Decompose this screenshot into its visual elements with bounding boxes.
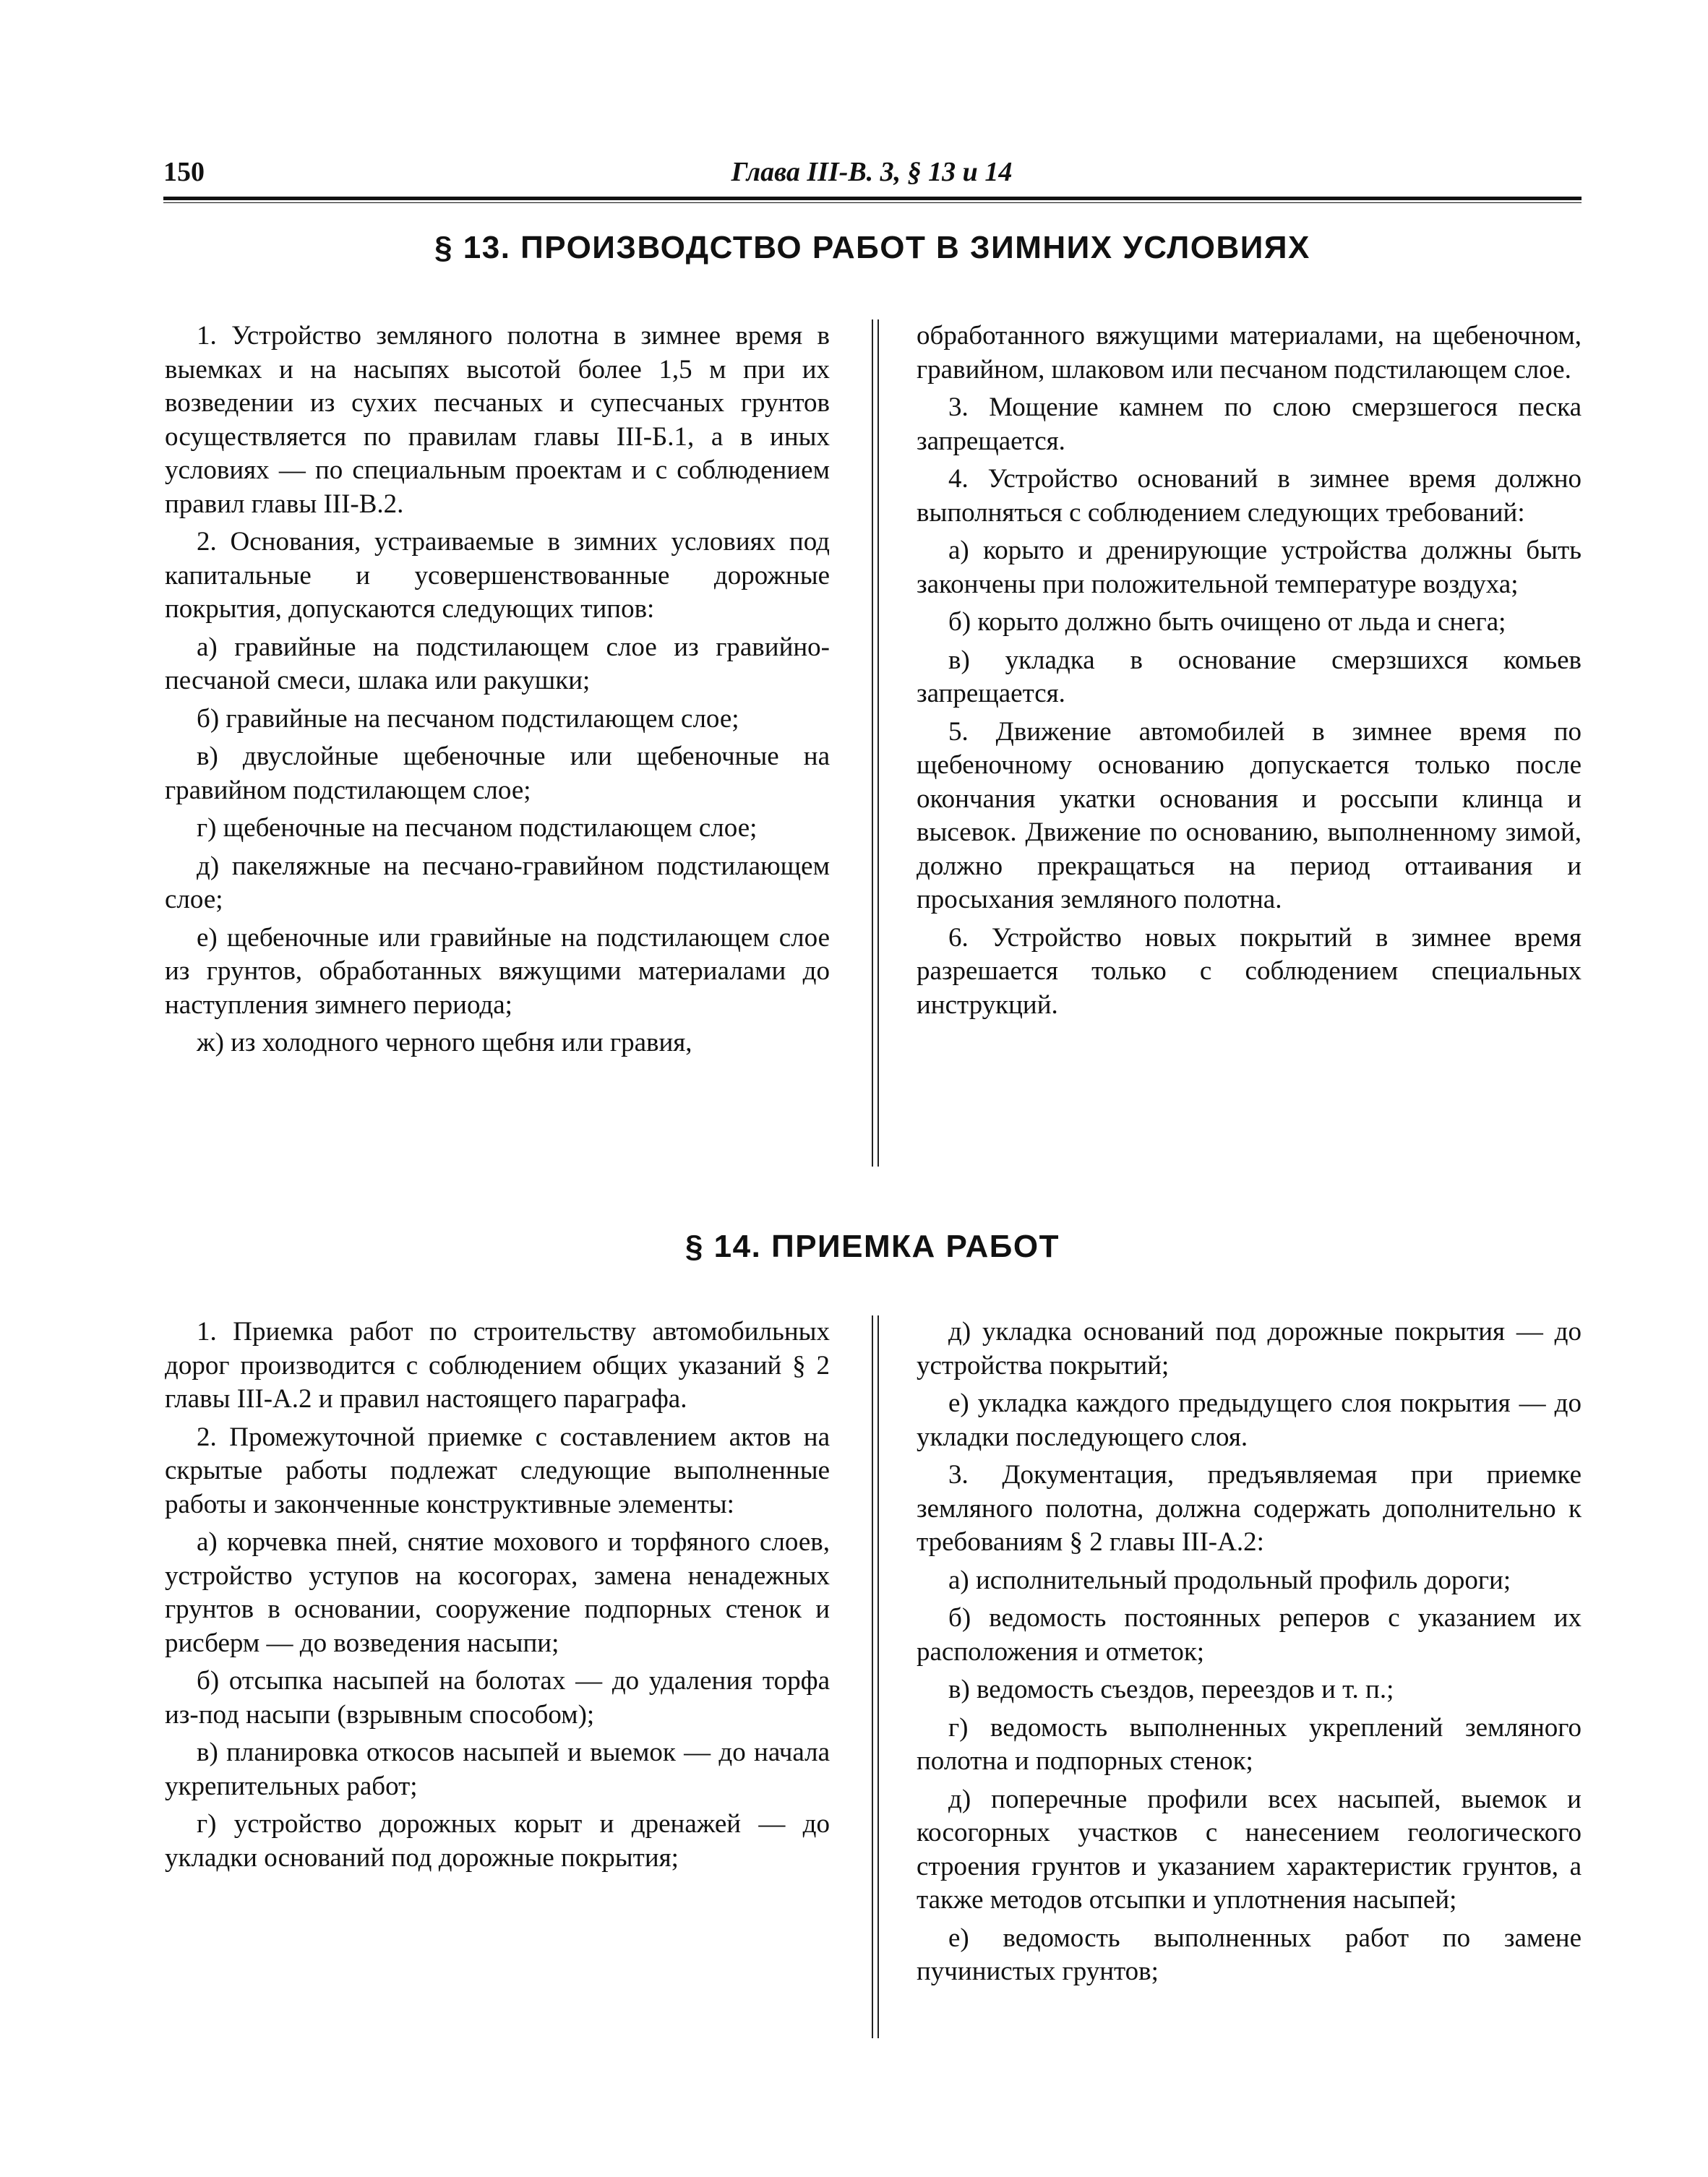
running-head (163, 153, 1580, 197)
list-item: а) корчевка пней, снятие мохового и торфяного слоев, устройство уступов на косогорах, замена ненадежных грунтов в основании, сооружение подпорных стенок и рисберм — до возведения насыпи; (165, 1527, 830, 1658)
list-item: в) двуслойные щебеночные или щебеночные на гравийном подстилающем слое; (165, 742, 830, 805)
list-item: д) поперечные профили всех насыпей, выемок и косогорных участков с нанесением геологического строения грунтов и указанием характеристик грунтов, а также методов отсыпки и уплотнения насыпей; (917, 1784, 1582, 1915)
list-item: а) корыто и дренирующие устройства должны быть закончены при положительной температуре воздуха; (917, 536, 1582, 599)
paragraph: 3. Документация, предъявляемая при приемке земляного полотна, должна содержать дополнительно к требованиям § 2 главы III-А.2: (917, 1460, 1582, 1557)
paragraph: 1. Приемка работ по строительству автомобильных дорог производится с соблюдением общих указаний § 2 главы III-А.2 и правил настоящего параграфа. (165, 1317, 830, 1414)
paragraph: 1. Устройство земляного полотна в зимнее время в выемках и на насыпях высотой более 1,5 м при их возведении из сухих песчаных и супесчаных грунтов осуществляется по правилам главы III-Б.1, а в иных условиях — по специальным проектам и с соблюдением правил главы III-В.2. (165, 321, 830, 519)
list-item: в) ведомость съездов, переездов и т. п.; (948, 1675, 1394, 1704)
list-item: е) щебеночные или гравийные на подстилающем слое из грунтов, обработанных вяжущими материалами до наступления зимнего периода; (165, 922, 830, 1020)
list-item: б) гравийные на песчаном подстилающем слое; (197, 703, 739, 734)
section-13-title: § 13. ПРОИЗВОДСТВО РАБОТ В ЗИМНИХ УСЛОВИЯХ (434, 230, 1310, 265)
list-item: е) ведомость выполненных работ по замене пучинистых грунтов; (917, 1923, 1582, 1986)
column-divider (872, 1315, 879, 2038)
list-item: д) укладка оснований под дорожные покрытия — до устройства покрытий; (917, 1317, 1582, 1381)
list-item: ж) из холодного черного щебня или гравия, (197, 1028, 692, 1057)
list-item: а) исполнительный продольный профиль дороги; (948, 1565, 1511, 1595)
list-item: в) планировка откосов насыпей и выемок — до начала укрепительных работ; (165, 1738, 830, 1801)
paragraph: 5. Движение автомобилей в зимнее время по щебеночному основанию допускается только после окончания укатки основания и россыпи клинца и высевок. Движение по основанию, выполненному зимой, должно прекращаться на период оттаивания и просыхания земляного полотна. (917, 716, 1582, 914)
paragraph: 2. Основания, устраиваемые в зимних условиях под капитальные и усовершенствованные дорожные покрытия, допускаются следующих типов: (165, 527, 830, 624)
list-item: г) устройство дорожных корыт и дренажей — до укладки оснований под дорожные покрытия; (165, 1809, 830, 1873)
list-item: в) укладка в основание смерзшихся комьев запрещается. (917, 645, 1582, 708)
paragraph: 3. Мощение камнем по слою смерзшегося песка запрещается. (917, 392, 1582, 456)
section-14-title: § 14. ПРИЕМКА РАБОТ (685, 1229, 1060, 1264)
section-14-left-column (165, 1315, 830, 1879)
chapter-reference: Глава III-В. 3, § 13 и 14 (731, 157, 1013, 187)
list-item: б) корыто должно быть очищено от льда и снега; (948, 607, 1506, 637)
paragraph: обработанного вяжущими материалами, на щебеночном, гравийном, шлаковом или песчаном подстилающем слое. (917, 321, 1582, 385)
list-item: б) отсыпка насыпей на болотах — до удаления торфа из-под насыпи (взрывным способом); (165, 1666, 830, 1730)
section-14-right-column (917, 1315, 1582, 1993)
paragraph: 6. Устройство новых покрытий в зимнее время разрешается только с соблюдением специальных инструкций. (917, 922, 1582, 1020)
page-number: 150 (163, 157, 205, 187)
paragraph: 2. Промежуточной приемке с составлением актов на скрытые работы подлежат следующие выполненные работы и законченные конструктивные элементы: (165, 1422, 830, 1519)
section-13-right-column (917, 319, 1582, 1026)
paragraph: 4. Устройство оснований в зимнее время должно выполняться с соблюдением следующих требований: (917, 464, 1582, 528)
header-rule (163, 197, 1582, 203)
list-item: а) гравийные на подстилающем слое из гравийно-песчаной смеси, шлака или ракушки; (165, 632, 830, 695)
column-divider (872, 319, 879, 1167)
list-item: г) ведомость выполненных укреплений земляного полотна и подпорных стенок; (917, 1712, 1582, 1776)
list-item: г) щебеночные на песчаном подстилающем слое; (197, 813, 758, 843)
list-item: б) ведомость постоянных реперов с указанием их расположения и отметок; (917, 1603, 1582, 1667)
list-item: е) укладка каждого предыдущего слоя покрытия — до укладки последующего слоя. (917, 1388, 1582, 1452)
section-13-left-column (165, 319, 830, 1065)
list-item: д) пакеляжные на песчано-гравийном подстилающем слое; (165, 851, 830, 914)
